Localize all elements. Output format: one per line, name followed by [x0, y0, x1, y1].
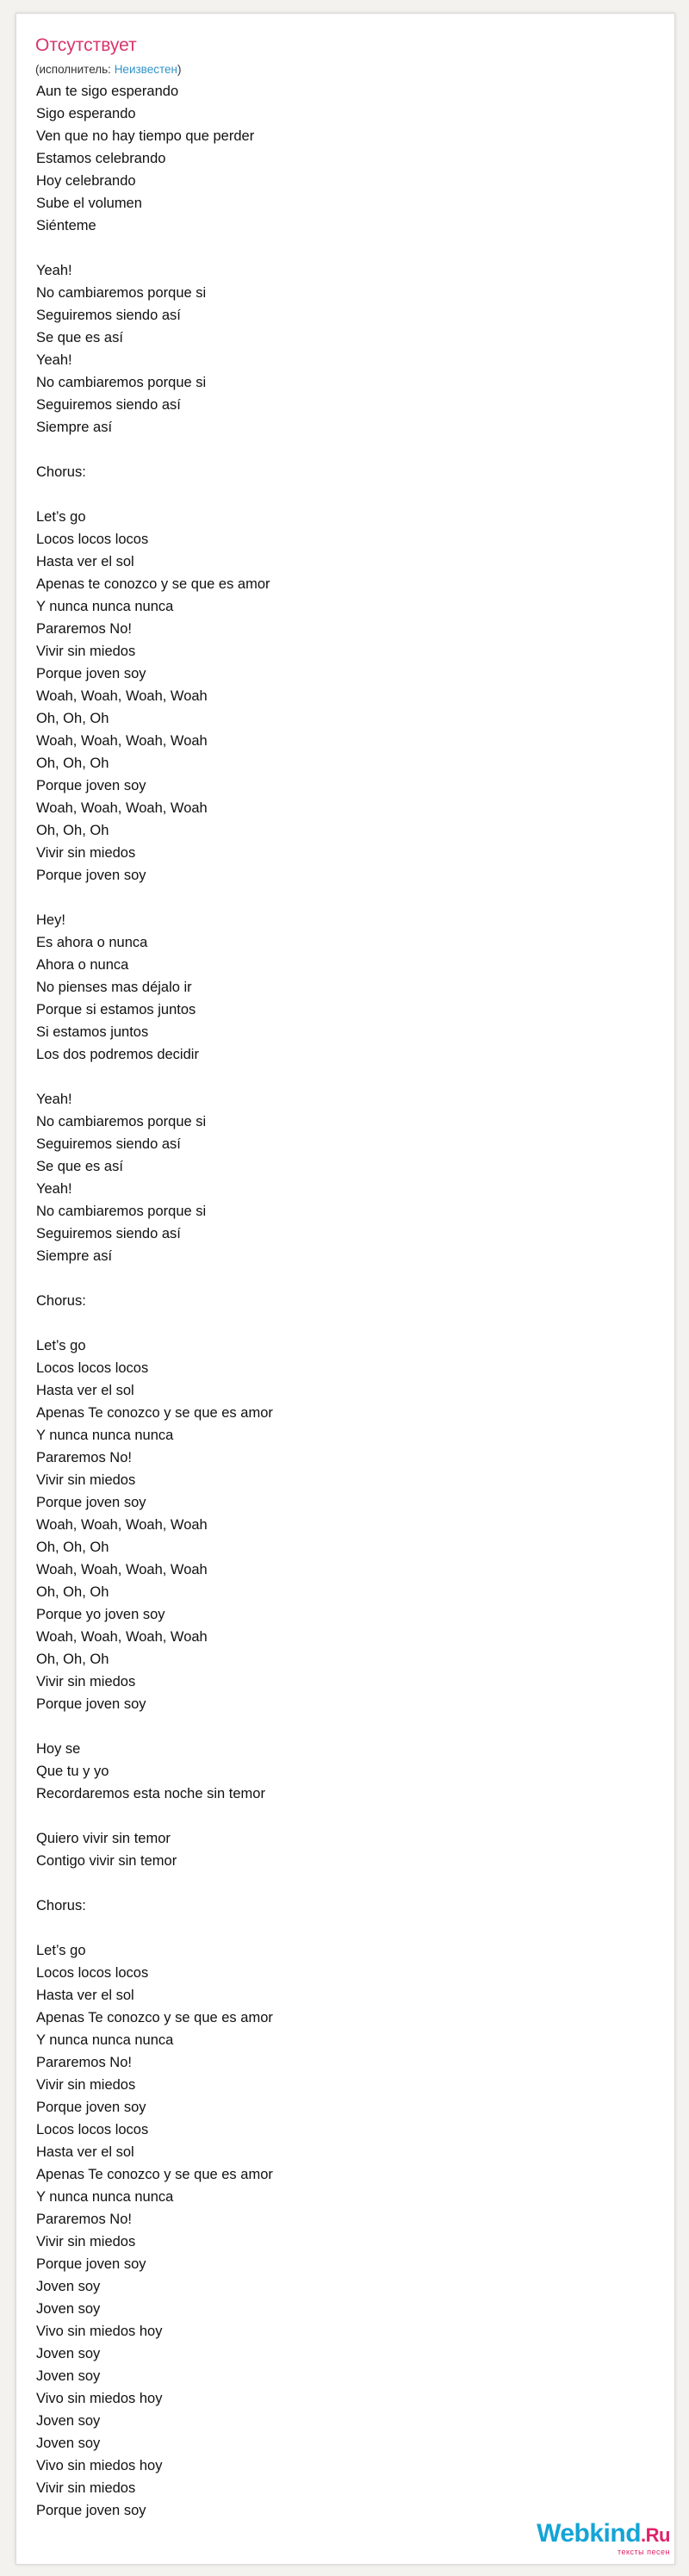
lyrics-body [36, 80, 656, 2522]
lyric-line: Sube el volumen [36, 196, 142, 211]
lyric-line: Porque joven soy [36, 778, 146, 793]
lyric-line: Vivir sin miedos [36, 644, 136, 659]
song-title: Отсутствует [35, 35, 137, 55]
lyric-line: Los dos podremos decidir [36, 1047, 199, 1062]
stanza-break [36, 483, 656, 506]
lyric-line: Recordaremos esta noche sin temor [36, 1786, 265, 1801]
lyric-line: Oh, Oh, Oh [36, 1584, 109, 1600]
lyric-line: Apenas te conozco y se que es amor [36, 576, 270, 592]
lyric-line: Hasta ver el sol [36, 1988, 134, 2003]
lyric-line: Es ahora o nunca [36, 935, 148, 950]
lyric-line: Yeah! [36, 352, 72, 368]
lyric-line: Vivir sin miedos [36, 845, 136, 861]
lyric-line: Pararemos No! [36, 1450, 132, 1465]
lyric-line: Woah, Woah, Woah, Woah [36, 800, 208, 816]
lyric-line: Y nunca nunca nunca [36, 1428, 174, 1443]
lyric-line: Hasta ver el sol [36, 554, 134, 569]
lyric-line: Vivir sin miedos [36, 1472, 136, 1488]
lyric-line: Joven soy [36, 2436, 101, 2451]
lyric-line: Y nunca nunca nunca [36, 2032, 174, 2048]
artist-suffix: ) [177, 63, 182, 76]
lyric-line: Se que es así [36, 1159, 123, 1174]
stanza-break [36, 1267, 656, 1290]
lyric-line: Porque joven soy [36, 2256, 146, 2272]
lyric-line: Y nunca nunca nunca [36, 2189, 174, 2205]
lyric-line: Pararemos No! [36, 2055, 132, 2070]
lyric-line: Porque joven soy [36, 2100, 146, 2115]
site-logo[interactable] [537, 2521, 670, 2556]
lyric-line: Joven soy [36, 2368, 101, 2384]
stanza-break [36, 439, 656, 461]
lyric-line: Apenas Te conozco y se que es amor [36, 1405, 273, 1421]
artist-line [35, 64, 181, 76]
lyric-line: Si estamos juntos [36, 1024, 149, 1040]
lyric-line: Ven que no hay tiempo que perder [36, 128, 255, 144]
lyric-line: Porque joven soy [36, 1696, 146, 1712]
lyric-line: Que tu y yo [36, 1764, 109, 1779]
lyric-line: Hoy celebrando [36, 173, 136, 189]
lyric-line: Porque joven soy [36, 666, 146, 681]
stanza-break [36, 1066, 656, 1088]
lyric-line: Siénteme [36, 218, 96, 233]
stanza-break [36, 1872, 656, 1895]
lyric-line: Siempre así [36, 420, 113, 435]
lyrics-page [16, 13, 675, 2565]
lyric-line: Seguiremos siendo así [36, 1136, 181, 1152]
lyric-line: Woah, Woah, Woah, Woah [36, 1517, 208, 1533]
stanza-break [36, 1715, 656, 1738]
lyric-line: Yeah! [36, 263, 72, 278]
lyric-line: Let’s go [36, 1943, 86, 1958]
lyric-line: Vivo sin miedos hoy [36, 2324, 163, 2339]
lyric-line: Hasta ver el sol [36, 1383, 134, 1398]
lyric-line: Chorus: [36, 464, 86, 480]
lyric-line: Porque si estamos juntos [36, 1002, 196, 1017]
artist-prefix: (исполнитель: [35, 63, 115, 76]
lyric-line: Oh, Oh, Oh [36, 711, 109, 726]
lyric-line: Seguiremos siendo así [36, 397, 181, 413]
lyric-line: No pienses mas déjalo ir [36, 980, 192, 995]
artist-link[interactable]: Неизвестен [114, 63, 177, 76]
stanza-break [36, 237, 656, 259]
stanza-break [36, 1312, 656, 1335]
lyric-line: Joven soy [36, 2346, 101, 2361]
lyric-line: Oh, Oh, Oh [36, 823, 109, 838]
lyric-line: Woah, Woah, Woah, Woah [36, 1629, 208, 1645]
lyric-line: Apenas Te conozco y se que es amor [36, 2167, 273, 2182]
stanza-break [36, 887, 656, 909]
lyric-line: Seguiremos siendo así [36, 308, 181, 323]
lyric-line: Vivo sin miedos hoy [36, 2458, 163, 2473]
lyric-line: Vivir sin miedos [36, 1674, 136, 1689]
lyric-line: Locos locos locos [36, 2122, 149, 2137]
lyric-line: Let’s go [36, 1338, 86, 1353]
lyric-line: Porque yo joven soy [36, 1607, 165, 1622]
lyric-line: Oh, Oh, Oh [36, 1652, 109, 1667]
lyric-line: Porque joven soy [36, 1495, 146, 1510]
lyric-line: Yeah! [36, 1092, 72, 1107]
lyric-line: Locos locos locos [36, 1360, 149, 1376]
lyric-line: Porque joven soy [36, 868, 146, 883]
lyric-line: Joven soy [36, 2413, 101, 2429]
lyric-line: Yeah! [36, 1181, 72, 1197]
lyric-line: Woah, Woah, Woah, Woah [36, 733, 208, 749]
lyric-line: Woah, Woah, Woah, Woah [36, 688, 208, 704]
lyric-line: Ahora o nunca [36, 957, 129, 973]
stanza-break [36, 1805, 656, 1827]
logo-tagline: тексты песен [617, 2548, 670, 2556]
lyric-line: Joven soy [36, 2301, 101, 2317]
lyric-line: Locos locos locos [36, 1965, 149, 1981]
lyric-line: Vivir sin miedos [36, 2234, 136, 2249]
lyric-line: Siempre así [36, 1248, 113, 1264]
lyric-line: No cambiaremos porque si [36, 375, 207, 390]
lyric-line: Locos locos locos [36, 532, 149, 547]
lyric-line: No cambiaremos porque si [36, 1204, 207, 1219]
lyric-line: Oh, Oh, Oh [36, 1540, 109, 1555]
lyric-line: Hey! [36, 912, 65, 928]
lyric-line: Aun te sigo esperando [36, 84, 179, 99]
lyric-line: Vivo sin miedos hoy [36, 2391, 163, 2406]
lyric-line: Contigo vivir sin temor [36, 1853, 177, 1869]
lyric-line: Vivir sin miedos [36, 2077, 136, 2093]
lyric-line: Hoy se [36, 1741, 81, 1757]
lyric-line: Oh, Oh, Oh [36, 756, 109, 771]
lyric-line: Se que es así [36, 330, 123, 345]
logo-domain: .Ru [641, 2524, 670, 2546]
lyric-line: Chorus: [36, 1293, 86, 1309]
lyric-line: Woah, Woah, Woah, Woah [36, 1562, 208, 1577]
lyric-line: Quiero vivir sin temor [36, 1831, 171, 1846]
lyric-line: Joven soy [36, 2279, 101, 2294]
lyric-line: Pararemos No! [36, 2212, 132, 2227]
lyric-line: Let’s go [36, 509, 86, 525]
lyric-line: Hasta ver el sol [36, 2144, 134, 2160]
lyric-line: Chorus: [36, 1898, 86, 1913]
lyric-line: Pararemos No! [36, 621, 132, 637]
lyric-line: Vivir sin miedos [36, 2480, 136, 2496]
lyric-line: Y nunca nunca nunca [36, 599, 174, 614]
lyric-line: No cambiaremos porque si [36, 1114, 207, 1129]
lyric-line: Estamos celebrando [36, 151, 166, 166]
logo-wordmark: Webkind [537, 2519, 642, 2548]
lyric-line: Apenas Te conozco y se que es amor [36, 2010, 273, 2025]
stanza-break [36, 1917, 656, 1939]
lyric-line: No cambiaremos porque si [36, 285, 207, 301]
lyric-line: Porque joven soy [36, 2503, 146, 2518]
lyric-line: Seguiremos siendo así [36, 1226, 181, 1241]
lyric-line: Sigo esperando [36, 106, 136, 121]
